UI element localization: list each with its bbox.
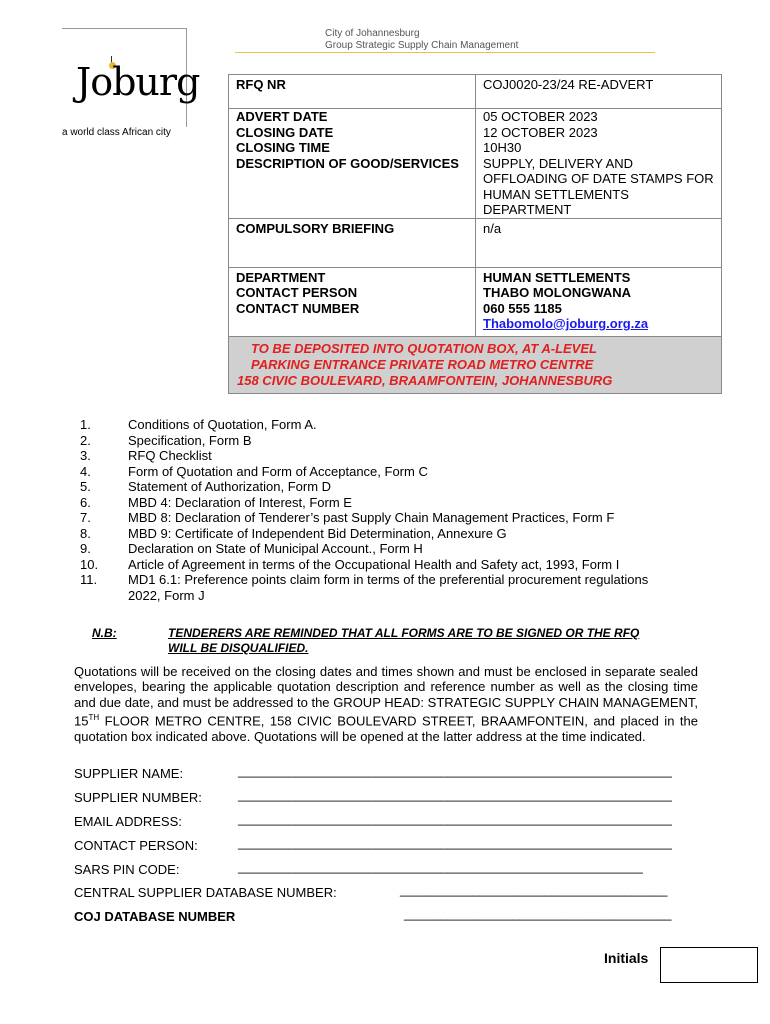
nb-label: N.B: (92, 626, 117, 640)
table-row (229, 218, 722, 267)
field-label: CENTRAL SUPPLIER DATABASE NUMBER: (74, 885, 337, 900)
row-label: CLOSING DATE (236, 124, 334, 140)
list-item (80, 510, 680, 526)
list-number: 3. (80, 448, 91, 463)
coj-database-line[interactable]: _____________________________________ (404, 906, 672, 921)
header-org: City of Johannesburg (325, 28, 420, 39)
field-label: SARS PIN CODE: (74, 862, 180, 877)
contact-email-link[interactable]: Thabomolo@joburg.org.za (483, 316, 649, 331)
field-label: EMAIL ADDRESS: (74, 814, 182, 829)
submission-instructions (74, 664, 698, 744)
list-number: 2. (80, 432, 91, 448)
list-text: MBD 9: Certificate of Independent Bid Determination, Annexure G (128, 525, 507, 541)
list-number: 8. (80, 525, 91, 541)
supplier-number-line[interactable]: ____________________________________________________________ (238, 787, 672, 802)
para-text: Quotations will be received on the closing dates and times shown and must be enclosed in separate sealed envelopes, bearing the applicable quotation description and reference number as well as the closing time and due date, and must be addressed to the GROUP HEAD: STRATEGIC SUPPLY CHAIN MANAGEMENT, 15 (74, 664, 698, 729)
sars-pin-field (74, 862, 179, 877)
table-row (229, 109, 722, 219)
document-header (325, 28, 518, 52)
list-number: 1. (80, 417, 91, 432)
list-number: 6. (80, 494, 91, 510)
row-value: 05 OCTOBER 2023 (483, 109, 598, 124)
list-text: Article of Agreement in terms of the Occupational Health and Safety act, 1993, Form I (128, 556, 620, 572)
contact-person-line[interactable]: ____________________________________________________________ (238, 835, 672, 850)
para-superscript: TH (88, 712, 100, 722)
contact-person-field (74, 838, 198, 853)
list-text: Form of Quotation and Form of Acceptance, Form C (128, 463, 428, 479)
nb-warning: TENDERERS ARE REMINDED THAT ALL FORMS ARE TO BE SIGNED OR THE RFQ WILL BE DISQUALIFIED. (168, 626, 640, 655)
email-address-field (74, 814, 182, 829)
notice-line: PARKING ENTRANCE PRIVATE ROAD METRO CENTRE (251, 356, 594, 372)
list-text: Declaration on State of Municipal Account., Form H (128, 541, 423, 556)
list-text: Specification, Form B (128, 432, 252, 448)
list-number: 4. (80, 463, 91, 479)
supplier-number-field (74, 790, 202, 805)
notice-line: 158 CIVIC BOULEVARD, BRAAMFONTEIN, JOHANNESBURG (237, 372, 613, 388)
row-label: COMPULSORY BRIEFING (229, 218, 476, 267)
list-number: 7. (80, 510, 91, 525)
row-value: 12 OCTOBER 2023 (483, 124, 598, 140)
list-item (80, 526, 680, 542)
list-item (80, 557, 680, 573)
list-item (80, 479, 680, 495)
list-item (80, 572, 680, 603)
forms-list (80, 417, 680, 603)
row-value: HUMAN SETTLEMENTS (483, 269, 631, 285)
row-value: SUPPLY, DELIVERY AND OFFLOADING OF DATE STAMPS FOR HUMAN SETTLEMENTS DEPARTMENT (483, 155, 714, 217)
row-value: COJ0020-23/24 RE-ADVERT (476, 75, 722, 109)
email-address-line[interactable]: ____________________________________________________________ (238, 811, 672, 826)
para-text: FLOOR METRO CENTRE, 158 CIVIC BOULEVARD STREET, BRAAMFONTEIN, and placed in the quotation box indicated above. Quotations will be opened at the latter address at the time indicated. (74, 713, 698, 744)
field-label: CONTACT PERSON: (74, 838, 198, 853)
list-text: Conditions of Quotation, Form A. (128, 417, 317, 432)
list-text: Statement of Authorization, Form D (128, 479, 332, 494)
row-label: RFQ NR (229, 75, 476, 109)
list-item (80, 417, 680, 433)
row-value: THABO MOLONGWANA (483, 285, 632, 300)
list-number: 5. (80, 479, 91, 494)
rfq-info-table (228, 74, 722, 394)
list-item (80, 495, 680, 511)
field-label: SUPPLIER NUMBER: (74, 790, 202, 805)
row-value: 10H30 (483, 140, 522, 155)
field-label: COJ DATABASE NUMBER (74, 909, 236, 924)
logo-tagline: a world class African city (62, 127, 171, 138)
row-label: DEPARTMENT (236, 269, 326, 285)
list-text: MBD 4: Declaration of Interest, Form E (128, 494, 352, 510)
row-value: n/a (476, 218, 722, 267)
list-item (80, 433, 680, 449)
supplier-name-field (74, 766, 183, 781)
coj-database-field (74, 909, 235, 924)
initials-label: Initials (604, 950, 649, 966)
initials-box[interactable] (660, 947, 758, 983)
row-label: DESCRIPTION OF GOOD/SERVICES (236, 155, 459, 171)
list-text: MBD 8: Declaration of Tenderer’s past Supply Chain Management Practices, Form F (128, 510, 615, 525)
row-label: CLOSING TIME (236, 140, 330, 155)
list-text: RFQ Checklist (128, 448, 212, 463)
table-row (229, 336, 722, 393)
table-row (229, 75, 722, 109)
list-number: 11. (80, 572, 98, 587)
list-number: 10. (80, 556, 99, 572)
notice-line: TO BE DEPOSITED INTO QUOTATION BOX, AT A-LEVEL (251, 340, 597, 356)
row-value: 060 555 1185 (483, 300, 562, 316)
deposit-notice (229, 336, 722, 393)
header-dept: Group Strategic Supply Chain Management (325, 40, 519, 51)
header-rule (235, 52, 655, 53)
sars-pin-line[interactable]: ________________________________________________________ (238, 859, 643, 874)
joburg-logo: Joburg (76, 60, 200, 104)
list-item (80, 464, 680, 480)
row-label: ADVERT DATE (236, 109, 328, 124)
table-row (229, 267, 722, 336)
list-number: 9. (80, 541, 91, 556)
row-label: CONTACT NUMBER (236, 300, 360, 316)
row-label: CONTACT PERSON (236, 285, 358, 300)
supplier-name-line[interactable]: ____________________________________________________________ (238, 763, 672, 778)
list-item (80, 448, 680, 464)
field-label: SUPPLIER NAME: (74, 766, 184, 781)
list-text: MD1 6.1: Preference points claim form in terms of the preferential procurement regulations 2022, Form J (128, 572, 649, 603)
csd-number-field (74, 885, 337, 900)
csd-number-line[interactable]: _____________________________________ (400, 882, 668, 897)
list-item (80, 541, 680, 557)
